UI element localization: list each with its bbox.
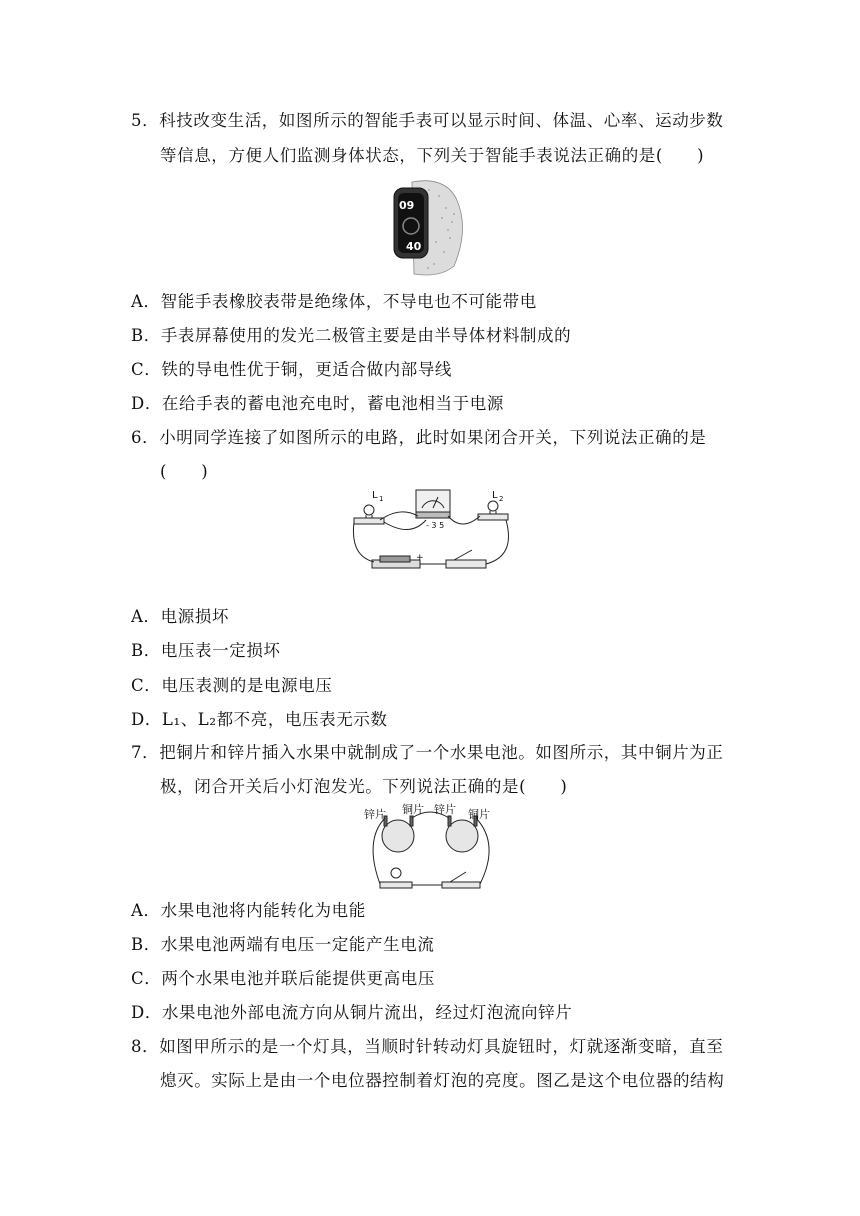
q5-smartwatch-figure bbox=[384, 178, 474, 282]
q8-stem-line1: 8．如图甲所示的是一个灯具，当顺时针转动灯具旋钮时，灯就逐渐变暗，直至 bbox=[131, 1037, 724, 1056]
q7-label-zinc-mid: 锌片 bbox=[434, 803, 456, 816]
q7-label-copper-mid: 铜片 bbox=[402, 803, 424, 816]
q6-battery-plus: + bbox=[416, 553, 424, 563]
q7-label-zinc-left: 锌片 bbox=[364, 808, 386, 821]
q6-option-c: C．电压表测的是电源电压 bbox=[131, 676, 333, 695]
q6-stem-line2: ( ) bbox=[160, 462, 209, 481]
q5-stem-line1: 5．科技改变生活，如图所示的智能手表可以显示时间、体温、心率、运动步数 bbox=[131, 111, 724, 130]
q6-circuit-figure bbox=[350, 486, 520, 580]
q7-option-b: B．水果电池两端有电压一定能产生电流 bbox=[131, 935, 435, 954]
q6-lamp1-label: L bbox=[372, 490, 378, 501]
q8-stem-line2: 熄灭。实际上是由一个电位器控制着灯泡的亮度。图乙是这个电位器的结构 bbox=[160, 1071, 725, 1090]
q5-option-b: B．手表屏幕使用的发光二极管主要是由半导体材料制成的 bbox=[131, 326, 572, 345]
q5-watch-top-number: 09 bbox=[399, 199, 415, 212]
q7-stem-line1: 7．把铜片和锌片插入水果中就制成了一个水果电池。如图所示，其中铜片为正 bbox=[131, 743, 724, 762]
q5-option-d: D．在给手表的蓄电池充电时，蓄电池相当于电源 bbox=[131, 394, 504, 413]
q5-watch-bottom-number: 40 bbox=[406, 240, 422, 253]
q6-stem-line1: 6．小明同学连接了如图所示的电路，此时如果闭合开关，下列说法正确的是 bbox=[131, 428, 707, 447]
q6-lamp2-subscript: 2 bbox=[499, 495, 504, 503]
q7-option-a: A．水果电池将内能转化为电能 bbox=[131, 901, 366, 920]
q6-lamp1-subscript: 1 bbox=[379, 495, 384, 503]
q6-meter-terminals: - 3 5 bbox=[426, 521, 445, 530]
q7-fruit-battery-figure bbox=[362, 800, 502, 896]
q6-option-a: A．电源损坏 bbox=[131, 607, 230, 626]
q7-option-d: D．水果电池外部电流方向从铜片流出，经过灯泡流向锌片 bbox=[131, 1003, 573, 1022]
q5-stem-line2: 等信息，方便人们监测身体状态，下列关于智能手表说法正确的是( ) bbox=[160, 146, 705, 165]
q5-option-c: C．铁的导电性优于铜，更适合做内部导线 bbox=[131, 360, 453, 379]
q7-stem-line2: 极，闭合开关后小灯泡发光。下列说法正确的是( ) bbox=[160, 777, 568, 796]
q6-option-d: D．L₁、L₂都不亮，电压表无示数 bbox=[131, 710, 388, 729]
q7-option-c: C．两个水果电池并联后能提供更高电压 bbox=[131, 969, 435, 988]
q6-option-b: B．电压表一定损坏 bbox=[131, 641, 281, 660]
q7-label-copper-right: 铜片 bbox=[468, 808, 490, 821]
q5-option-a: A．智能手表橡胶表带是绝缘体，不导电也不可能带电 bbox=[131, 292, 537, 311]
q6-lamp2-label: L bbox=[492, 490, 498, 501]
